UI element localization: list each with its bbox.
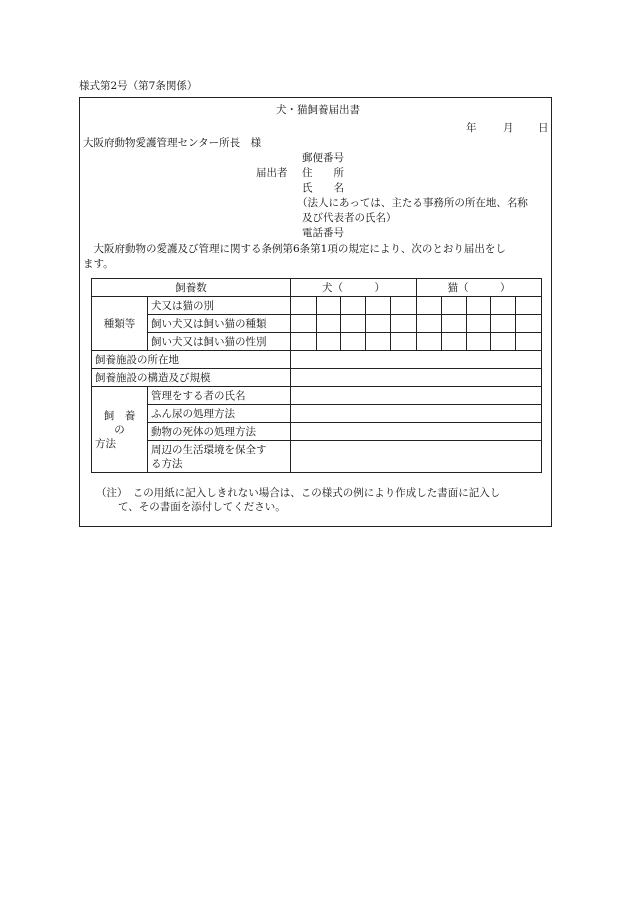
sex-cell[interactable]: [317, 333, 341, 351]
breed-cell[interactable]: [341, 315, 366, 333]
breed-cell[interactable]: [291, 315, 317, 333]
form-title: 犬・猫飼養届出書: [276, 104, 360, 116]
postal-code-label: 郵便番号: [302, 152, 344, 164]
breed-cell[interactable]: [467, 315, 491, 333]
sex-cell[interactable]: [291, 333, 317, 351]
method-group-label-line2: 方法: [95, 437, 116, 450]
footnote-line2: て、その書面を添付してください。: [118, 501, 286, 513]
corporation-note-line2: 及び代表者の氏名）: [302, 212, 397, 224]
count-header: 飼養数: [92, 279, 291, 297]
body-text-line2: ます。: [83, 258, 114, 270]
facility-location-field[interactable]: [291, 351, 542, 369]
species-cell[interactable]: [366, 297, 391, 315]
category-group-label: 種類等: [92, 297, 148, 351]
dog-count-field[interactable]: 犬（ ）: [291, 279, 417, 297]
carcass-method-field[interactable]: [291, 423, 542, 441]
applicant-role-label: 届出者: [256, 167, 288, 179]
table-row: [92, 279, 542, 297]
date-day-label: 日: [538, 122, 549, 134]
environment-method-field[interactable]: [291, 441, 542, 473]
breed-cell[interactable]: [391, 315, 417, 333]
species-cell[interactable]: [516, 297, 542, 315]
table-row: [92, 441, 542, 473]
breed-cell[interactable]: [317, 315, 341, 333]
environment-label-line2: る方法: [151, 457, 183, 470]
row-label-carcass: 動物の死体の処理方法: [148, 423, 291, 441]
row-label-manager: 管理をする者の氏名: [148, 387, 291, 405]
waste-method-field[interactable]: [291, 405, 542, 423]
sex-cell[interactable]: [442, 333, 467, 351]
table-row: [92, 423, 542, 441]
breed-cell[interactable]: [491, 315, 516, 333]
species-cell[interactable]: [467, 297, 491, 315]
species-cell[interactable]: [341, 297, 366, 315]
row-label-breed: 飼い犬又は飼い猫の種類: [148, 315, 291, 333]
table-row: [92, 351, 542, 369]
footnote-line1: （注） この用紙に記入しきれない場合は、この様式の例により作成した書面に記入し: [96, 487, 501, 499]
sex-cell[interactable]: [417, 333, 442, 351]
table-row: [92, 369, 542, 387]
species-cell[interactable]: [317, 297, 341, 315]
species-cell[interactable]: [391, 297, 417, 315]
facility-structure-field[interactable]: [291, 369, 542, 387]
species-cell[interactable]: [491, 297, 516, 315]
sex-cell[interactable]: [341, 333, 366, 351]
species-cell[interactable]: [417, 297, 442, 315]
corporation-note-line1: （法人にあっては、主たる事務所の所在地、名称: [297, 197, 528, 209]
table-row: [92, 387, 542, 405]
row-label-waste: ふん尿の処理方法: [148, 405, 291, 423]
row-label-environment: [148, 441, 291, 473]
name-label: 氏 名: [302, 182, 344, 194]
address-label: 住 所: [302, 167, 344, 179]
sex-cell[interactable]: [391, 333, 417, 351]
date-year-label: 年: [466, 122, 477, 134]
addressee: 大阪府動物愛護管理センター所長 様: [83, 137, 262, 149]
row-label-sex: 飼い犬又は飼い猫の性別: [148, 333, 291, 351]
sex-cell[interactable]: [467, 333, 491, 351]
row-label-species: 犬又は猫の別: [148, 297, 291, 315]
breed-cell[interactable]: [417, 315, 442, 333]
body-text-line1: 大阪府動物の愛護及び管理に関する条例第6条第1項の規定により、次のとおり届出をし: [83, 243, 506, 255]
sex-cell[interactable]: [516, 333, 542, 351]
species-cell[interactable]: [291, 297, 317, 315]
sex-cell[interactable]: [366, 333, 391, 351]
method-group-label-line1: 飼 養 の: [103, 409, 146, 436]
breed-cell[interactable]: [516, 315, 542, 333]
registration-table: [91, 278, 542, 473]
table-row: [92, 297, 542, 315]
manager-name-field[interactable]: [291, 387, 542, 405]
date-month-label: 月: [503, 122, 514, 134]
table-row: [92, 405, 542, 423]
table-row: [92, 333, 542, 351]
table-row: [92, 315, 542, 333]
sex-cell[interactable]: [491, 333, 516, 351]
facility-structure-label: 飼養施設の構造及び規模: [92, 369, 291, 387]
species-cell[interactable]: [442, 297, 467, 315]
breed-cell[interactable]: [442, 315, 467, 333]
cat-count-field[interactable]: 猫（ ）: [417, 279, 542, 297]
environment-label-line1: 周辺の生活環境を保全す: [151, 443, 267, 456]
facility-location-label: 飼養施設の所在地: [92, 351, 291, 369]
form-label: 様式第2号（第7条関係）: [79, 80, 198, 92]
breed-cell[interactable]: [366, 315, 391, 333]
phone-label: 電話番号: [302, 227, 344, 239]
method-group-label: [92, 387, 148, 473]
